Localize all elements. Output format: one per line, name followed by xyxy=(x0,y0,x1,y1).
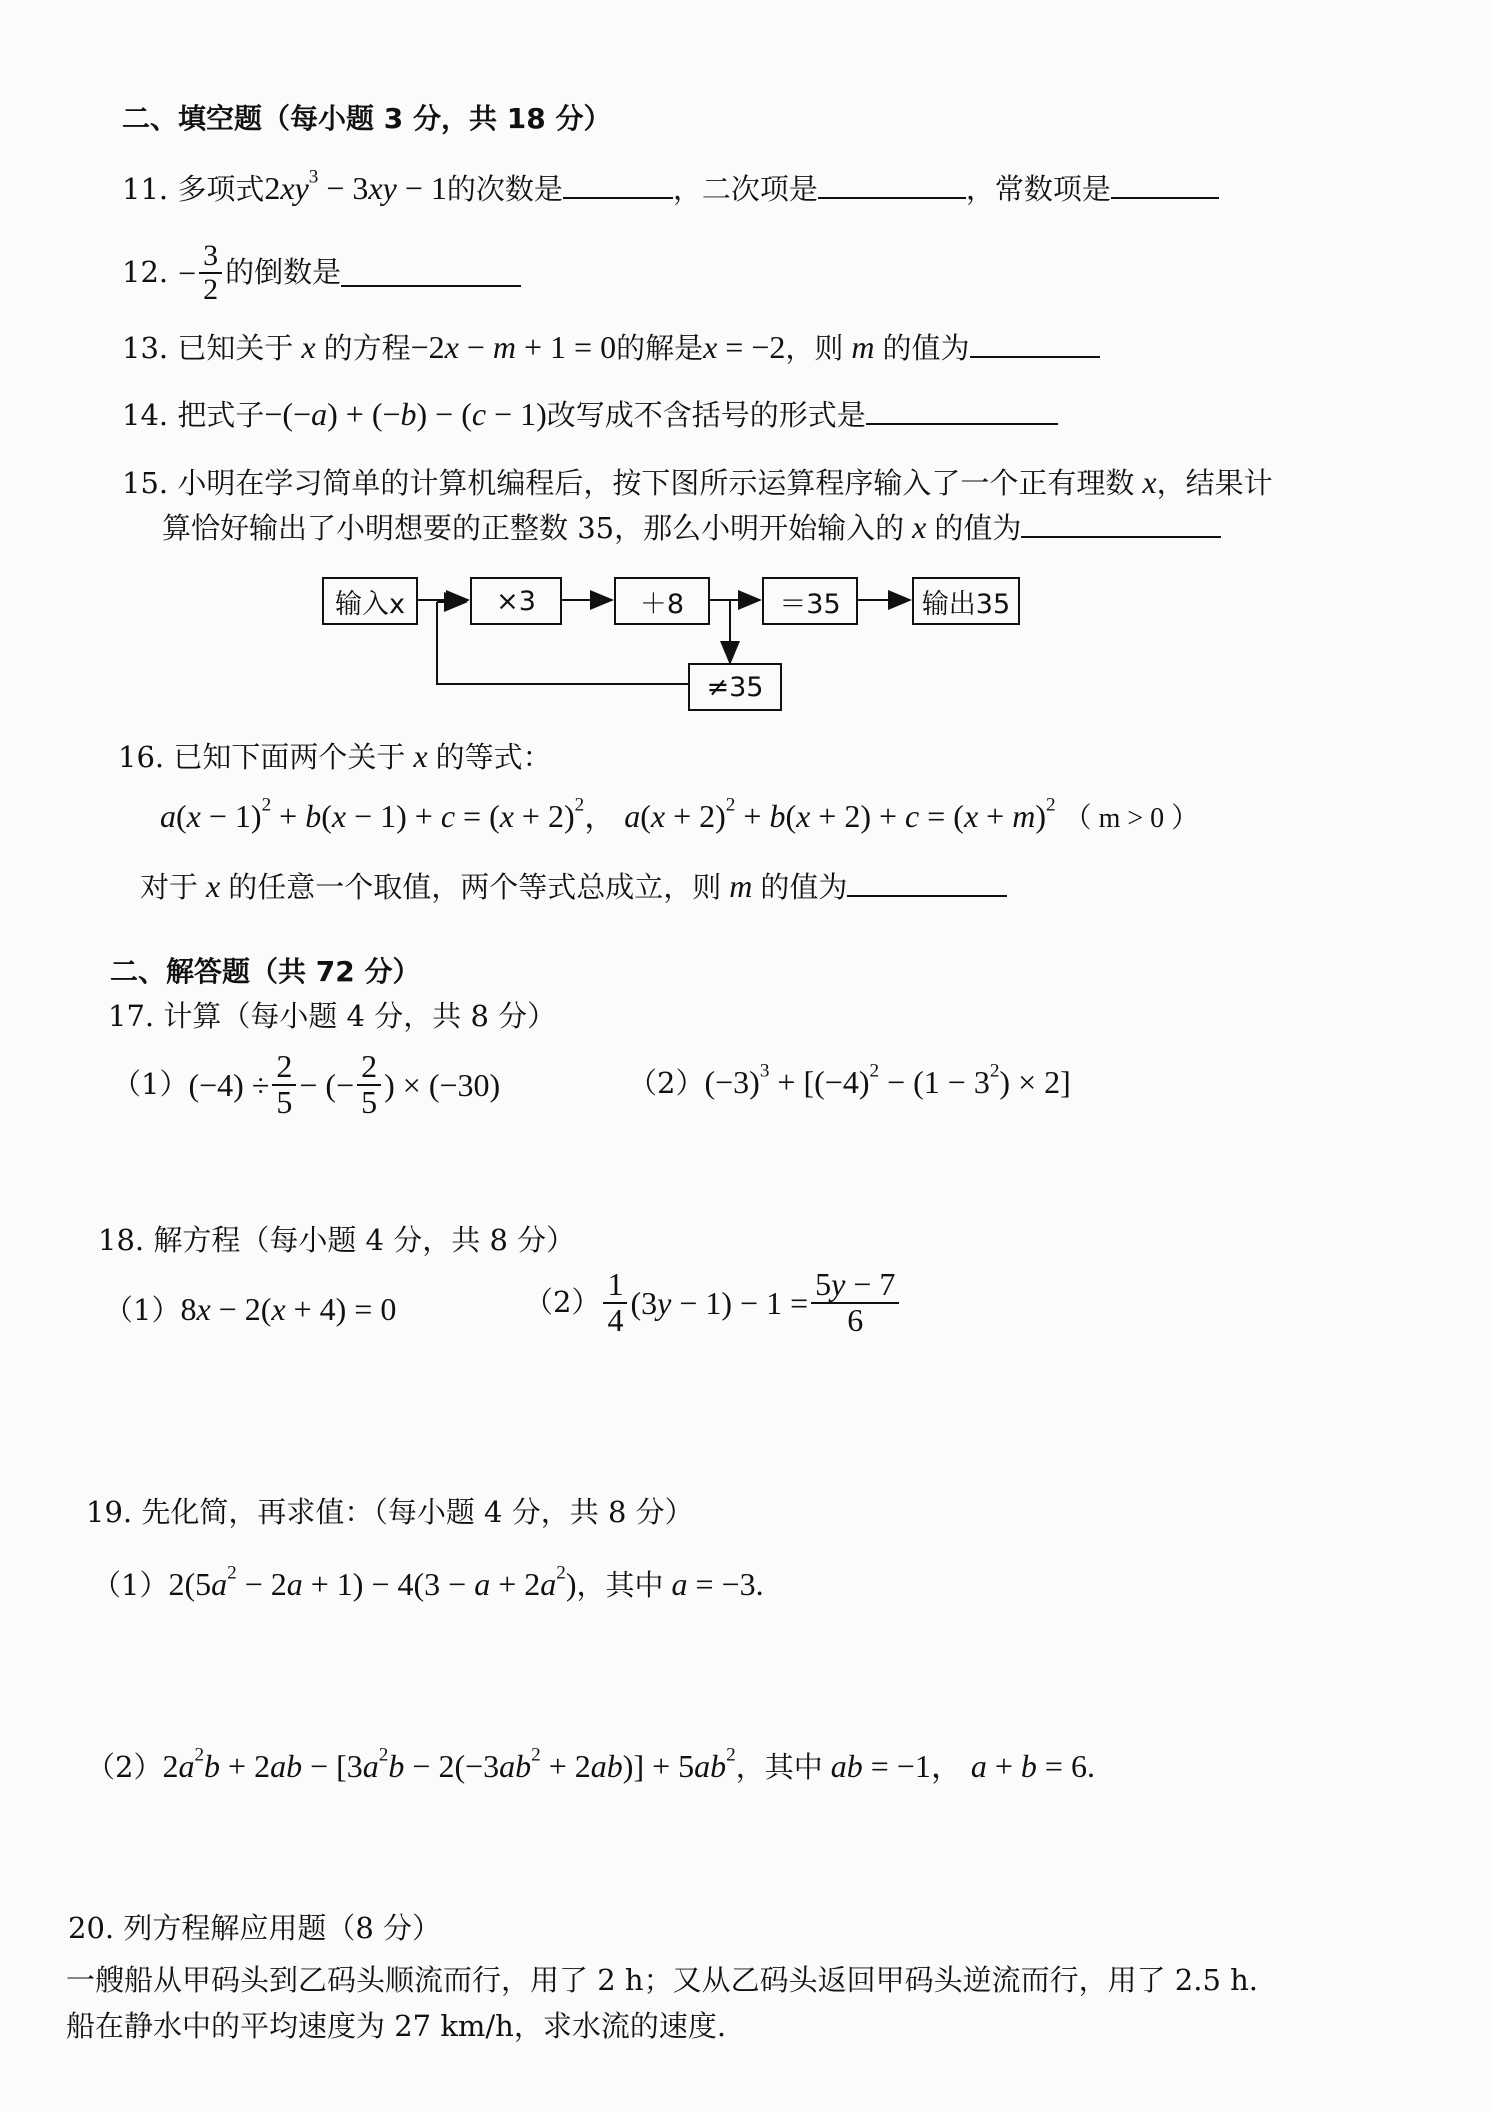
flow-notequal-box: ≠35 xyxy=(688,663,782,711)
question-20-head: 20. 列方程解应用题（8 分） xyxy=(68,1911,442,1945)
section-solve-title: 二、解答题（共 72 分） xyxy=(110,955,421,988)
question-20-line1: 一艘船从甲码头到乙码头顺流而行，用了 2 h；又从乙码头返回甲码头逆流而行，用了 2.5 h. xyxy=(66,1963,1259,1997)
question-16-equations: $a(x - 1)^2 + b(x - 1) + c = (x + 2)^2$， $a(x + 2)^2 + b(x + 2) + c = (x + m)^2$ （ m > 0 ） xyxy=(160,794,1200,834)
flow-output-box: 输出35 xyxy=(912,577,1020,625)
question-20-line2: 船在静水中的平均速度为 27 km/h，求水流的速度. xyxy=(66,2009,727,2043)
question-14: 14. 把式子−(−a) + (−b) − (c − 1)改写成不含括号的形式是 xyxy=(122,398,1058,430)
question-11: 11. 多项式$2xy^3 - 3xy - 1$的次数是 ，二次项是 ，常数项是 xyxy=(122,172,1219,204)
question-13: 13. 已知关于 x 的方程−2x − m + 1 = 0的解是x = −2，则 m 的值为 xyxy=(122,331,1100,363)
q11-number: 11. xyxy=(122,172,169,206)
question-17-part1: （1） (−4) ÷ $\frac{2}{5}$ − (− $\frac{2}{5}$ ) × (−30) xyxy=(112,1048,501,1120)
question-18-part1: （1）8x − 2(x + 4) = 0 xyxy=(104,1291,397,1327)
question-18-head: 18. 解方程（每小题 4 分，共 8 分） xyxy=(98,1223,576,1257)
question-19-head: 19. 先化简，再求值：（每小题 4 分，共 8 分） xyxy=(86,1495,694,1529)
question-16-line3: 对于 x 的任意一个取值，两个等式总成立，则 m 的值为 xyxy=(140,870,1007,902)
flow-multiply-box: ×3 xyxy=(470,577,562,625)
question-17-head: 17. 计算（每小题 4 分，共 8 分） xyxy=(108,999,557,1033)
question-16-line1: 16. 已知下面两个关于 x 的等式： xyxy=(118,738,552,774)
question-15-line2: 算恰好输出了小明想要的正整数 35，那么小明开始输入的 x 的值为 xyxy=(162,511,1221,543)
q11-text: 多项式 xyxy=(177,172,265,206)
flow-equal-box: ＝35 xyxy=(762,577,858,625)
question-15-line1: 15. 小明在学习简单的计算机编程后，按下图所示运算程序输入了一个正有理数 x，结果计 xyxy=(122,464,1273,500)
answer-blank[interactable] xyxy=(847,891,1007,897)
flow-input-box: 输入x xyxy=(322,577,418,625)
question-19-part2: $(2)2a^2b + 2ab - [3a^2b - 2(-3ab^2 + 2ab)] + 5ab^2$，其中 ab = −1， a + b = 6. xyxy=(86,1744,1095,1784)
question-12: 12. − $\frac{3}{2}$ 的倒数是 xyxy=(122,240,521,305)
question-18-part2: （2） $\frac{1}{4}$ (3y − 1) − 1 = $\frac{5y - 7}{6}$ xyxy=(524,1268,902,1337)
question-19-part1: $(1)2(5a^2 - 2a + 1) - 4(3 - a + 2a^2)$，其中 a = −3. xyxy=(92,1562,764,1602)
question-17-part2: $(2)(-3)^3 + [(-4)^2 - (1 - 3^2) \times 2]$ xyxy=(628,1060,1071,1100)
flow-add-box: ＋8 xyxy=(614,577,710,625)
section-fill-title: 二、填空题（每小题 3 分，共 18 分） xyxy=(122,102,612,135)
